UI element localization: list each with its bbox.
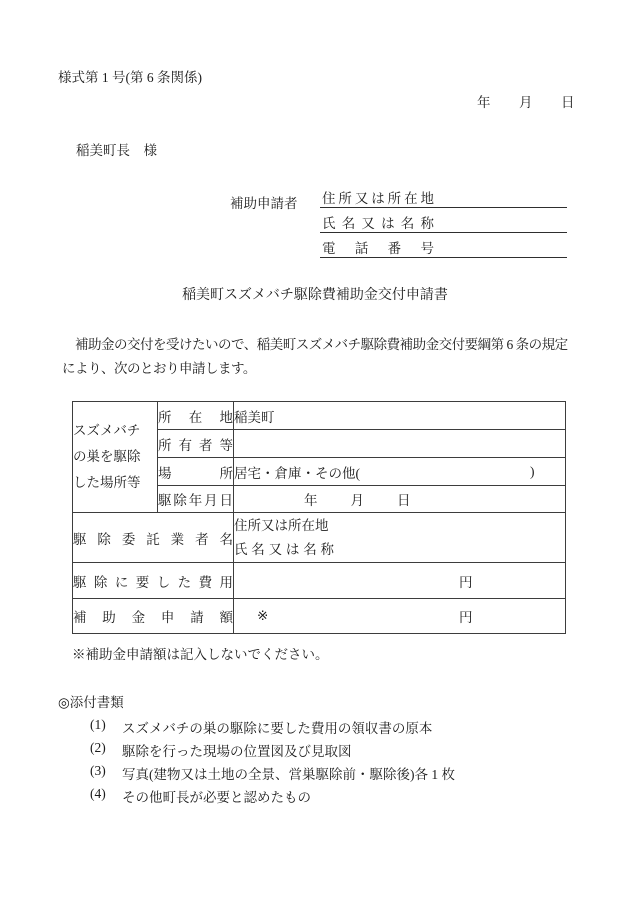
location-label-cell — [158, 402, 234, 430]
applicant-phone-field — [320, 241, 567, 258]
applicant-phone-label: 電 話 番 号 — [322, 241, 434, 256]
contractor-value-cell — [234, 513, 566, 563]
place-label: 場 所 — [158, 465, 233, 481]
application-table — [72, 401, 566, 634]
owner-label-cell — [158, 430, 234, 458]
group-header-cell — [73, 402, 158, 513]
cost-label: 駆 除 に 要 し た 費 用 — [73, 574, 233, 590]
attachment-item-number: (3) — [90, 763, 106, 778]
attachment-item-number: (1) — [90, 717, 106, 732]
attachments-heading: ◎添付書類 — [58, 695, 124, 710]
cost-value-cell — [234, 563, 566, 599]
attachment-item-text: スズメバチの巣の駆除に要した費用の領収書の原本 — [122, 721, 433, 736]
applicant-address-label: 住所又は所在地 — [322, 191, 434, 206]
attachment-item-text: 写真(建物又は土地の全景、営巣駆除前・駆除後)各 1 枚 — [122, 767, 455, 782]
attachment-item-text: その他町長が必要と認めたもの — [122, 790, 311, 805]
attachment-item-number: (4) — [90, 786, 106, 801]
amount-reference-mark: ※ — [257, 608, 269, 623]
amount-label: 補 助 金 申 請 額 — [73, 610, 233, 625]
location-value-cell — [234, 402, 566, 430]
removal-date-label-cell — [158, 486, 234, 513]
attachment-item-text: 駆除を行った現場の位置図及び見取図 — [122, 744, 352, 759]
place-value: 居宅・倉庫・その他( — [234, 465, 360, 481]
body-paragraph-line1: 補助金の交付を受けたいので、稲美町スズメバチ駆除費補助金交付要綱第 6 条の規定 — [62, 337, 568, 352]
cost-yen-unit: 円 — [459, 574, 473, 590]
contractor-label-cell — [73, 513, 234, 563]
removal-date-value-cell — [234, 486, 566, 513]
place-close-paren: ) — [530, 463, 535, 479]
contractor-name-label: 氏 名 又 は 名 称 — [234, 541, 334, 557]
cost-label-cell — [73, 563, 234, 599]
location-value: 稲美町 — [234, 409, 275, 425]
date-placeholder: 年 月 日 — [477, 95, 575, 110]
applicant-address-field — [320, 191, 567, 208]
contractor-label: 駆 除 委 託 業 者 名 — [73, 531, 233, 547]
attachment-item-number: (2) — [90, 740, 106, 755]
removal-date-value: 年 月 日 — [304, 493, 413, 508]
removal-date-label: 駆除年月日 — [158, 493, 233, 508]
group-header-line1: スズメバチ — [73, 423, 141, 438]
table-row-contractor — [73, 513, 566, 563]
attachment-item — [90, 717, 432, 737]
applicant-name-field — [320, 216, 567, 233]
place-label-cell — [158, 458, 234, 486]
amount-yen-unit: 円 — [459, 610, 473, 625]
amount-value-cell — [234, 599, 566, 634]
attachment-item — [90, 763, 455, 783]
group-header-line3: した場所等 — [73, 475, 141, 490]
attachment-item — [90, 786, 311, 806]
attachment-item — [90, 740, 352, 760]
form-number: 様式第 1 号(第 6 条関係) — [58, 70, 202, 85]
body-paragraph-line2: により、次のとおり申請します。 — [62, 361, 256, 376]
applicant-label: 補助申請者 — [230, 196, 298, 211]
applicant-name-label: 氏 名 又 は 名 称 — [322, 216, 434, 231]
owner-label: 所 有 者 等 — [158, 437, 233, 453]
owner-value-cell — [234, 430, 566, 458]
table-row-cost — [73, 563, 566, 599]
contractor-address-label: 住所又は所在地 — [234, 517, 329, 533]
table-row-amount — [73, 599, 566, 634]
place-value-cell — [234, 458, 566, 486]
group-header-line2: の巣を駆除 — [73, 449, 141, 464]
amount-label-cell — [73, 599, 234, 634]
table-note: ※補助金申請額は記入しないでください。 — [72, 647, 329, 662]
table-row-location — [73, 402, 566, 430]
addressee: 稲美町長 様 — [76, 143, 157, 158]
location-label: 所 在 地 — [158, 409, 233, 425]
document-title: 稲美町スズメバチ駆除費補助金交付申請書 — [182, 288, 448, 303]
